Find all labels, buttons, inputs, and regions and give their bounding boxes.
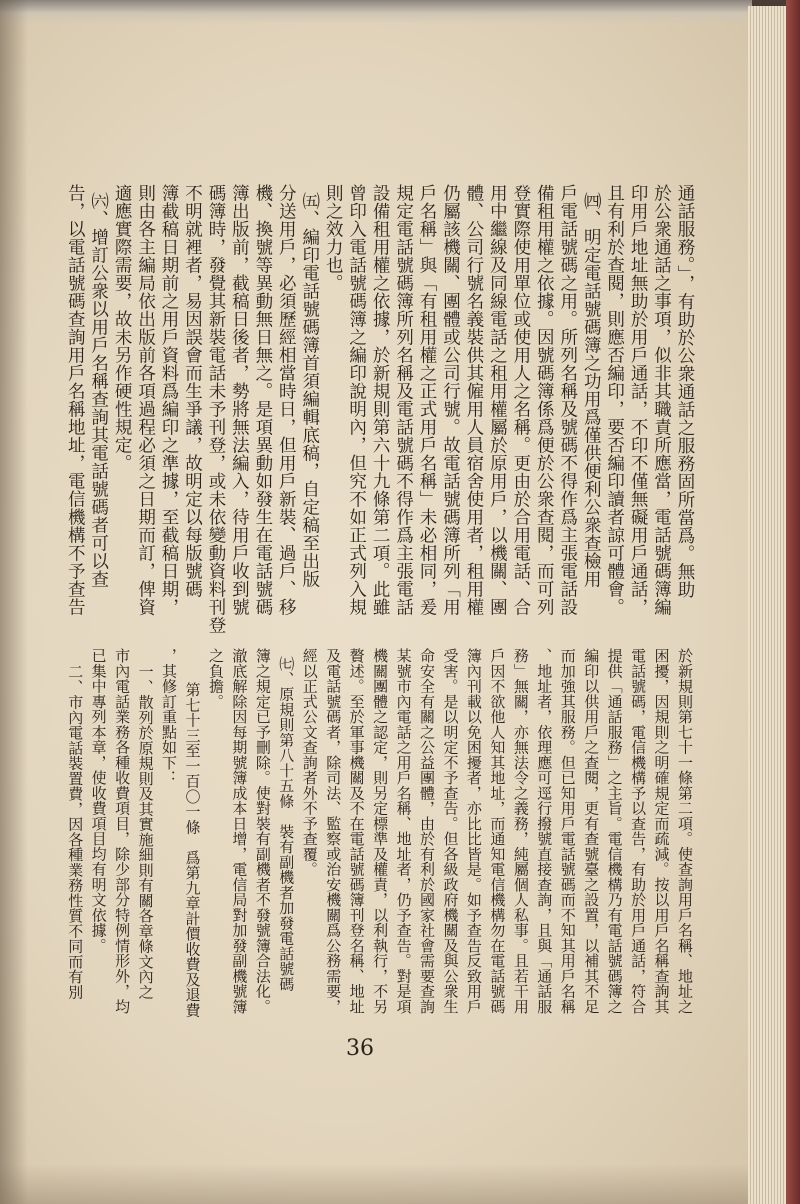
text-column: 仍屬該機關、團體或公司行號。故電話號碼簿所列「用 bbox=[440, 184, 461, 616]
text-column: 告，以電話號碼查詢用戶名稱地址，電信機構不予查告 bbox=[65, 184, 86, 616]
text-column: 戶電話號碼之用。所列名稱及號碼不得作爲主張電話設 bbox=[557, 184, 578, 616]
text-column: 碼簿時，發覺其新裝電話未予刊登，或未依變動資料刊登 bbox=[205, 184, 226, 634]
text-column: 適應實際需要，故未另作硬性規定。 bbox=[112, 184, 133, 472]
text-column: 且有利於查閱，則應否編印，要否編印讀者諒可體會。 bbox=[604, 184, 625, 616]
text-column: 則由各主編局依出版前各項過程必須之日期而訂，俾資 bbox=[135, 184, 156, 616]
text-column: 曾印入電話號碼簿之編印說明內，但究不如正式列入規 bbox=[346, 184, 367, 616]
text-column: ㈤、編印電話號碼簿首須編輯底稿，自定稿至出版 bbox=[299, 192, 320, 588]
text-column: 一、散列於原規則及其實施細則有關各章條文內之 bbox=[136, 664, 155, 1000]
text-column: ，其修訂重點如下： bbox=[160, 648, 179, 786]
text-column: 戶名稱」與「有租用權之正式用戶名稱」未必相同，爰 bbox=[417, 184, 438, 616]
text-column: 而加強其服務。但已知用戶電話號碼而不知其用戶名稱 bbox=[558, 648, 577, 1014]
text-column: 提供「通話服務」之主旨。電信機構乃有電話號碼簿之 bbox=[605, 648, 624, 1014]
text-column: 簿內刊載以免困擾者，亦比比皆是。如予查告反致用戶 bbox=[464, 648, 483, 1014]
text-column: 已集中專列本章，使收費項目均有明文依據。 bbox=[89, 648, 108, 953]
text-column: 用中繼線及同線電話之租用權屬於原用戶，以機關、團 bbox=[487, 184, 508, 616]
text-column: 備租用權之依據。因號碼簿係爲便於公衆查閱，而可列 bbox=[534, 184, 555, 616]
text-column: 電話號碼，電信機構予以查告，有助於用戶通話，符合 bbox=[629, 648, 648, 1014]
text-column: 某號市內電話之用戶名稱、地址者，仍予查告。對是項 bbox=[394, 648, 413, 1014]
upper-text-block bbox=[62, 184, 696, 634]
text-column: 澈底解除因每期號簿成本日增，電信局對加發副機號簿 bbox=[230, 648, 249, 1014]
text-column: 簿截稿日期前之用戶資料爲編印之準據，至截稿日期， bbox=[159, 184, 180, 616]
text-column: 第七十三至一百〇一條 爲第九章計價收費及退費 bbox=[183, 682, 202, 1018]
text-column: ㈥、增訂公衆以用戶名稱查詢其電話號碼者可以查 bbox=[88, 192, 109, 588]
text-column: 設備租用權之依據，於新規則第六十九條第二項。此雖 bbox=[370, 184, 391, 616]
gutter-shadow bbox=[0, 0, 28, 1204]
text-column: 於公衆通話之事項，似非其職責所應當，電話號碼簿編 bbox=[651, 184, 672, 616]
text-column: 受害。是以明定不予查告。但各級政府機關及與公衆生 bbox=[441, 648, 460, 1014]
text-column: 市內電話業務各種收費項目，除少部分特例情形外，均 bbox=[113, 648, 132, 1014]
page-bottom-shadow bbox=[0, 1164, 752, 1204]
text-column: 規定電話號碼簿所列名稱及電話號碼不得作爲主張電話 bbox=[393, 184, 414, 616]
text-column: 命安全有關之公益團體，由於有利於國家社會需要查詢 bbox=[418, 648, 437, 1014]
page-top-edge bbox=[0, 0, 752, 24]
text-column: 贅述。至於軍事機關及不在電話號碼簿刊登名稱、地址 bbox=[347, 648, 366, 1014]
text-column: 印用戶地址無助於用戶通話，不印不僅無礙用戶通話， bbox=[628, 184, 649, 616]
text-column: 戶因不欲他人知其地址，而通知電信機構勿在電話號碼 bbox=[488, 648, 507, 1014]
text-column: 通話服務。」，有助於公衆通話之服務固所當爲。無助 bbox=[675, 184, 695, 599]
text-column: 困擾，因規則之明確規定而疏減。按以用戶名稱查詢其 bbox=[652, 648, 671, 1014]
lower-text-block bbox=[62, 648, 696, 1016]
text-column: 、地址者，依理應可逕行撥號直接查詢，且與「通話服 bbox=[535, 648, 554, 1014]
text-column: 體、公司行號名義裝供其僱用人員宿舍使用者，租用權 bbox=[463, 184, 484, 616]
text-column: 簿之規定已予刪除。使對裝有副機者不發號簿合法化。 bbox=[253, 648, 272, 1014]
text-column: 務」無關，亦無法令之義務，純屬個人私事。且若干用 bbox=[511, 648, 530, 1014]
text-column: 簿出版前，截稿日後者，勢將無法編入，待用戶收到號 bbox=[229, 184, 250, 616]
text-column: 二、市內電話裝置費，因各種業務性質不同而有別 bbox=[66, 664, 85, 1000]
text-column: 機、換號等異動無日無之。是項異動如發生在電話號碼 bbox=[252, 184, 273, 616]
page-stack-edges bbox=[748, 6, 786, 1204]
page-number: 36 bbox=[346, 1036, 374, 1061]
text-column: 機關團體之認定，則另定標準及權責，以利執行，不另 bbox=[371, 648, 390, 1014]
text-column: ㈣、明定電話號碼簿之功用爲僅供便利公衆查檢用 bbox=[581, 192, 602, 588]
book-binding bbox=[786, 0, 800, 1204]
text-column: 則之效力也。 bbox=[323, 184, 344, 292]
text-column: ㈦、原規則第八十五條 裝有副機者加發電話號碼 bbox=[277, 656, 296, 992]
text-column: 之負擔。 bbox=[206, 648, 225, 709]
text-column: 分送用戶，必須歷經相當時日，但用戶新裝、過戶、移 bbox=[276, 184, 297, 616]
text-column: 及電話號碼者，除司法、監察或治安機關爲公務需要， bbox=[324, 648, 343, 1014]
text-column: 登實際使用單位或使用人之名稱。更由於合用電話、合 bbox=[510, 184, 531, 616]
text-column: 於新規則第七十一條第二項。使查詢用戶名稱、地址之 bbox=[676, 648, 694, 1014]
text-column: 編印以供用戶之查閱，更有查號臺之設置，以補其不足 bbox=[582, 648, 601, 1014]
text-column: 經以正式公文查詢者外不予查覆。 bbox=[300, 648, 319, 877]
text-column: 不明就裡者，易因誤會而生爭議，故明定以每版號碼 bbox=[182, 184, 203, 598]
